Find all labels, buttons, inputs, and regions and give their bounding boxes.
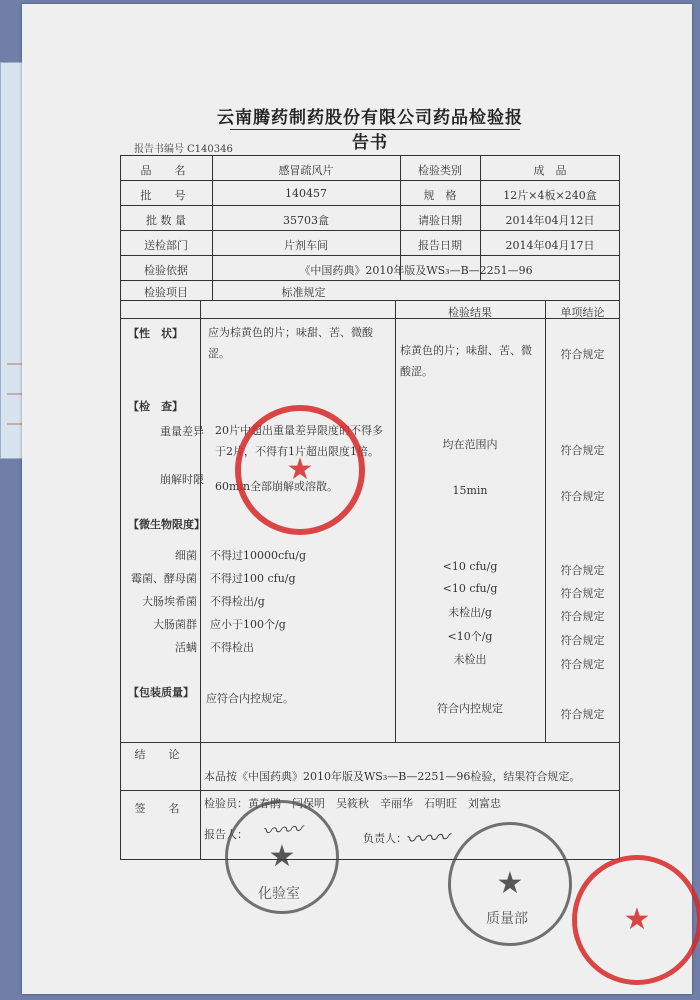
corner-stamp bbox=[572, 855, 700, 985]
product-name-label: 品 名 bbox=[140, 164, 192, 177]
properties-label: 【性 状】 bbox=[128, 327, 183, 340]
microbial-conclusion: 符合规定 bbox=[560, 610, 605, 623]
packaging-result: 符合内控规定 bbox=[437, 702, 503, 715]
inspection-type: 成 品 bbox=[533, 164, 567, 177]
row-line bbox=[120, 205, 620, 206]
packaging-standard: 应符合内控规定。 bbox=[206, 692, 294, 705]
row-line bbox=[120, 230, 620, 231]
inspectors-names: 黄春鹃 闫保明 吴筱秋 辛丽华 石明旺 刘富忠 bbox=[248, 797, 501, 810]
microbial-result: <10 cfu/g bbox=[442, 560, 498, 573]
microbial-conclusion: 符合规定 bbox=[560, 564, 605, 577]
dept: 片剂车间 bbox=[284, 239, 328, 252]
weight-conclusion: 符合规定 bbox=[560, 444, 605, 457]
microbial-result: <10个/g bbox=[447, 630, 493, 643]
basis: 《中国药典》2010年版及WS₃—B—2251—96 bbox=[299, 264, 533, 277]
star-icon: ★ bbox=[286, 452, 314, 487]
col-line bbox=[395, 300, 396, 742]
disint-result: 15min bbox=[452, 484, 488, 497]
dept-label: 送检部门 bbox=[144, 239, 188, 252]
batch-qty-label: 批 数 量 bbox=[146, 214, 186, 227]
properties-conclusion: 符合规定 bbox=[560, 348, 605, 361]
properties-result: 棕黄色的片；味甜、苦、微酸涩。 bbox=[400, 344, 532, 378]
packaging-label: 【包装质量】 bbox=[128, 686, 194, 699]
batch-qty: 35703盒 bbox=[283, 214, 329, 227]
row-line bbox=[120, 180, 620, 181]
column-conclusion: 单项结论 bbox=[560, 306, 605, 319]
microbial-result: 未检出/g bbox=[448, 606, 492, 619]
microbial-result: 未检出 bbox=[453, 653, 487, 666]
microbial-name: 大肠菌群 bbox=[153, 618, 197, 631]
row-line bbox=[120, 790, 620, 791]
inspection-label: 【检 查】 bbox=[128, 400, 183, 413]
disint-conclusion: 符合规定 bbox=[560, 490, 605, 503]
microbial-conclusion: 符合规定 bbox=[560, 587, 605, 600]
spec-label: 规 格 bbox=[423, 189, 457, 202]
column-standard: 标准规定 bbox=[281, 286, 326, 299]
microbial-standard: 不得检出 bbox=[210, 641, 254, 654]
microbial-name: 大肠埃希菌 bbox=[142, 595, 197, 608]
basis-label: 检验依据 bbox=[144, 264, 188, 277]
inspection-type-label: 检验类别 bbox=[418, 164, 462, 177]
row-line bbox=[120, 255, 620, 256]
microbial-label: 【微生物限度】 bbox=[128, 518, 205, 531]
microbial-conclusion: 符合规定 bbox=[560, 634, 605, 647]
reviewer-signature: 〰〰 bbox=[261, 816, 303, 844]
col-line bbox=[200, 742, 201, 860]
weight-standard: 20片中超出重量差异限度的不得多于2片，不得有1片超出限度1倍。 bbox=[215, 424, 383, 458]
disint-standard: 60min全部崩解或溶散。 bbox=[215, 480, 339, 493]
microbial-result: <10 cfu/g bbox=[442, 582, 498, 595]
document-title: 云南腾药制药股份有限公司药品检验报告书 bbox=[217, 108, 523, 153]
inspectors-label: 检验员： bbox=[204, 797, 248, 810]
weight-label: 重量差异 bbox=[160, 425, 204, 438]
microbial-conclusion: 符合规定 bbox=[560, 658, 605, 671]
microbial-standard: 不得检出/g bbox=[210, 595, 265, 608]
product-name: 感冒疏风片 bbox=[278, 164, 334, 177]
responsible-signature: 〰〰 bbox=[404, 825, 450, 854]
column-item: 检验项目 bbox=[144, 286, 188, 299]
report-number bbox=[134, 140, 236, 155]
spec: 12片×4板×240盒 bbox=[503, 189, 597, 202]
title-underline bbox=[230, 129, 520, 130]
conclusion-label: 结 论 bbox=[134, 748, 186, 761]
row-line bbox=[120, 280, 620, 281]
report-date: 2014年04月17日 bbox=[505, 239, 595, 252]
center-stamp bbox=[235, 405, 365, 535]
microbial-standard: 不得过10000cfu/g bbox=[210, 549, 307, 562]
conclusion-text: 本品按《中国药典》2010年版及WS₃—B—2251—96检验，结果符合规定。 bbox=[204, 770, 581, 783]
report-number-value: C140346 bbox=[187, 144, 233, 155]
reviewer-label: 报告人： bbox=[204, 828, 248, 841]
row-line bbox=[120, 742, 620, 743]
packaging-conclusion: 符合规定 bbox=[560, 708, 605, 721]
batch-no-label: 批 号 bbox=[140, 189, 192, 202]
disint-label: 崩解时限 bbox=[160, 473, 204, 486]
weight-result: 均在范围内 bbox=[442, 438, 498, 451]
responsible-label: 负责人： bbox=[363, 832, 407, 845]
col-line bbox=[545, 300, 546, 742]
star-icon: ★ bbox=[623, 902, 651, 937]
request-date-label: 请验日期 bbox=[418, 214, 462, 227]
properties-standard: 应为棕黄色的片；味甜、苦、微酸涩。 bbox=[208, 326, 373, 360]
microbial-name: 细菌 bbox=[175, 549, 197, 562]
star-icon: ★ bbox=[268, 839, 296, 874]
microbial-standard: 应小于100个/g bbox=[210, 618, 286, 631]
report-number-label: 报告书编号 bbox=[134, 144, 184, 155]
quality-stamp-text: 质量部 bbox=[486, 911, 528, 927]
batch-no: 140457 bbox=[285, 187, 327, 200]
column-result: 检验结果 bbox=[448, 306, 492, 319]
lab-stamp-text: 化验室 bbox=[258, 886, 300, 902]
microbial-name: 霉菌、酵母菌 bbox=[131, 572, 197, 585]
star-icon: ★ bbox=[496, 866, 524, 901]
report-date-label: 报告日期 bbox=[418, 239, 462, 252]
microbial-name: 活螨 bbox=[175, 641, 197, 654]
request-date: 2014年04月12日 bbox=[505, 214, 595, 227]
signature-label: 签 名 bbox=[134, 802, 186, 815]
inspectors bbox=[204, 795, 501, 811]
microbial-standard: 不得过100 cfu/g bbox=[210, 572, 296, 585]
